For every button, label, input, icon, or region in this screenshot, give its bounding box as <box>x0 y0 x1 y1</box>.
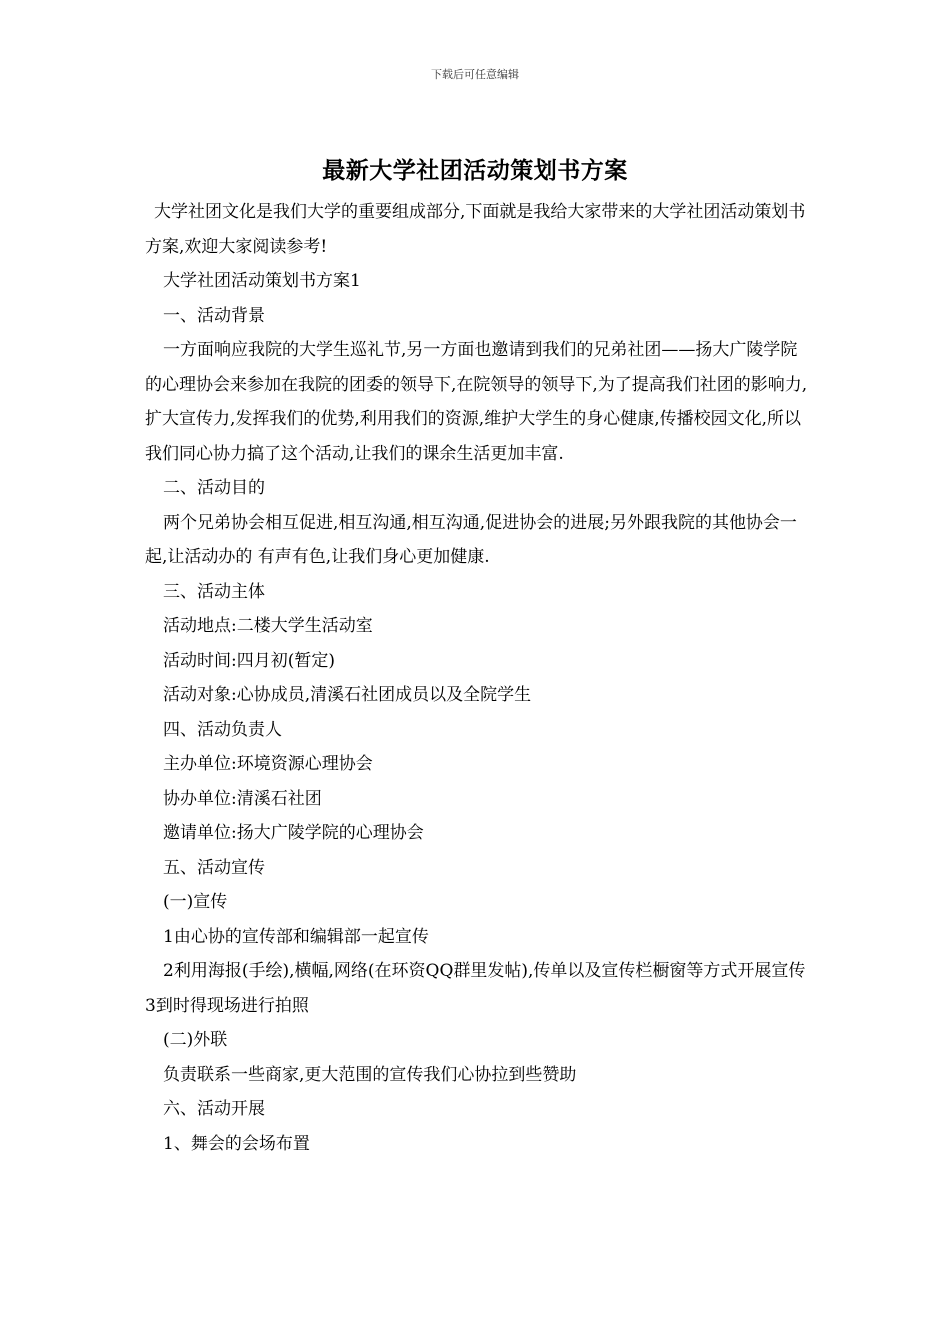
activity-location: 活动地点:二楼大学生活动室 <box>163 616 373 636</box>
document-title: 最新大学社团活动策划书方案 <box>322 157 628 184</box>
host-organizer: 主办单位:环境资源心理协会 <box>163 754 373 774</box>
activity-time: 活动时间:四月初(暂定) <box>163 650 335 671</box>
execution-item-1: 1、舞会的会场布置 <box>163 1133 310 1154</box>
background-paragraph: 一方面响应我院的大学生巡礼节,另一方面也邀请到我们的兄弟社团——扬大广陵学院的心理协会来参加在我院的团委的领导下,在院领导的领导下,为了提高我们社团的影响力,扩大宣传力,发挥我们的优势,利用我们的资源,维护大学生的身心健康,传播校园文化,所以我们同心协力搞了这个活动,让我们的课余生活更加丰富. <box>145 340 808 464</box>
purpose-paragraph: 两个兄弟协会相互促进,相互沟通,相互沟通,促进协会的进展;另外跟我院的其他协会一起,让活动办的 有声有色,让我们身心更加健康. <box>145 512 797 567</box>
publicity-item-1: 1由心协的宣传部和编辑部一起宣传 <box>163 926 429 947</box>
document-body <box>145 195 810 1161</box>
section-heading-background: 一、活动背景 <box>163 305 265 326</box>
subheading-publicity: (一)宣传 <box>163 892 228 912</box>
invited-organizer: 邀请单位:扬大广陵学院的心理协会 <box>163 823 424 843</box>
publicity-item-2: 2利用海报(手绘),横幅,网络(在环资QQ群里发帖),传单以及宣传栏橱窗等方式开展宣传3到时得现场进行拍照 <box>145 961 806 1016</box>
co-organizer: 协办单位:清溪石社团 <box>163 788 322 809</box>
outreach-paragraph: 负责联系一些商家,更大范围的宣传我们心协拉到些赞助 <box>163 1064 577 1085</box>
activity-audience: 活动对象:心协成员,清溪石社团成员以及全院学生 <box>163 685 532 705</box>
header-note: 下载后可任意编辑 <box>431 68 519 81</box>
intro-paragraph: 大学社团文化是我们大学的重要组成部分,下面就是我给大家带来的大学社团活动策划书方案,欢迎大家阅读参考! <box>145 202 806 257</box>
section-heading-publicity: 五、活动宣传 <box>163 857 265 878</box>
section-heading-organizers: 四、活动负责人 <box>163 719 282 740</box>
section-heading-subject: 三、活动主体 <box>163 581 265 602</box>
subheading-outreach: (二)外联 <box>163 1030 228 1050</box>
section-heading-execution: 六、活动开展 <box>163 1099 265 1119</box>
plan-heading: 大学社团活动策划书方案1 <box>163 271 361 291</box>
section-heading-purpose: 二、活动目的 <box>163 478 265 498</box>
